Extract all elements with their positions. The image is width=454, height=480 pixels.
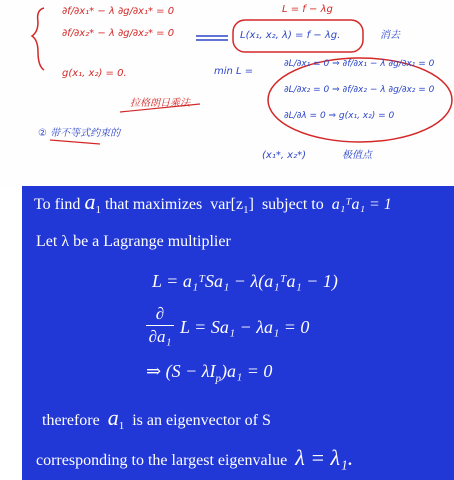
note-solution-label: 极值点 xyxy=(342,150,372,161)
slide-eq-lagrangian: L = a₁ᵀSa₁ − λ(a₁ᵀa₁ − 1) xyxy=(152,271,338,291)
note-eq2: ∂f/∂x₂* − λ ∂g/∂x₂* = 0 xyxy=(62,28,175,39)
slide-eq-eigen: ⇒ $(S - \lambda I_p)a_1 = 0$ xyxy=(146,361,273,385)
note-min-label: min L = xyxy=(214,66,254,77)
slide-eq-derivative: L = Sa₁ − λa₁ = 0 xyxy=(180,317,310,337)
slide-line-therefore: therefore $a_1$ is an eigenvector of S xyxy=(42,405,271,433)
note-sys3: ∂L/∂λ = 0 ⇒ g(x₁, x₂) = 0 xyxy=(284,111,395,121)
note-sys1: ∂L/∂x₁ = 0 ⇒ ∂f/∂x₁ − λ ∂g/∂x₁ = 0 xyxy=(284,59,435,69)
note-solution: (x₁*, x₂*) xyxy=(262,150,307,161)
note-lagrangian: L(x₁, x₂, λ) = f − λg. xyxy=(240,30,341,41)
note-sys2: ∂L/∂x₂ = 0 ⇒ ∂f/∂x₂ − λ ∂g/∂x₂ = 0 xyxy=(284,85,435,95)
slide-line-2: Let λ be a Lagrange multiplier xyxy=(36,233,231,250)
lecture-slide xyxy=(22,186,454,480)
handwritten-notes xyxy=(0,0,454,186)
note-top-right-label: 消去 xyxy=(380,30,400,41)
note-eq1: ∂f/∂x₁* − λ ∂g/∂x₁* = 0 xyxy=(62,6,175,17)
slide-eq-derivative-frac: ∂ ∂a₁ xyxy=(146,304,174,347)
note-section: ② 带不等式约束的 xyxy=(38,128,121,139)
note-eq3: g(x₁, x₂) = 0. xyxy=(62,68,127,79)
slide-line-corresponding: corresponding to the largest eigenvalue λ = λ₁. xyxy=(36,445,354,470)
note-top-right: L = f − λg xyxy=(282,4,333,15)
note-lagrange-cn: 拉格朗日乘法 xyxy=(130,98,190,109)
slide-line-1: To find $a_1$ that maximizes $var[z_1]$ subject to a₁ᵀa₁ = 1 xyxy=(34,189,392,217)
